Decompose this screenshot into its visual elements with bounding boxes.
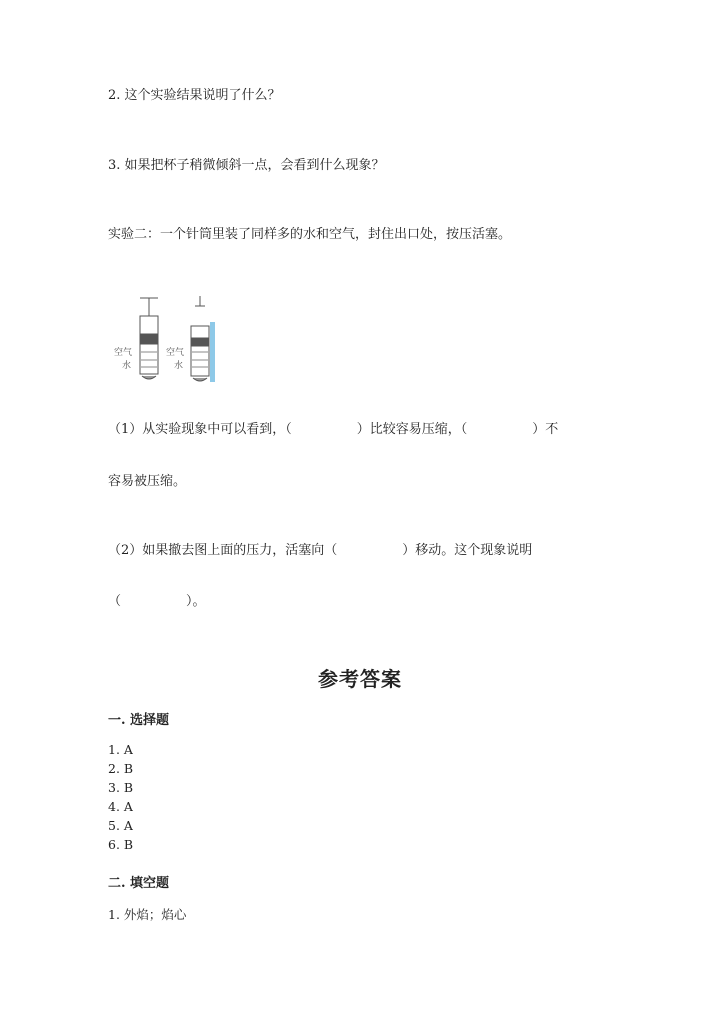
mc-answer: 1. A <box>108 742 133 757</box>
part-2-line-b: （ ）。 <box>108 594 206 609</box>
left-water-label: 水 <box>122 361 132 371</box>
right-syringe <box>191 296 215 382</box>
section-fill-in: 二. 填空题 <box>108 876 170 891</box>
mc-answer: 6. B <box>108 837 134 852</box>
question-3: 3. 如果把杯子稍微倾斜一点，会看到什么现象？ <box>108 158 385 173</box>
left-air-label: 空气 <box>114 348 133 358</box>
mc-answer: 3. B <box>108 780 134 795</box>
experiment-2-description: 实验二：一个针筒里装了同样多的水和空气，封住出口处，按压活塞。 <box>108 227 512 242</box>
mc-answer: 2. B <box>108 761 134 776</box>
right-air-label: 空气 <box>166 348 185 358</box>
part-1-line-b: 容易被压缩。 <box>108 474 187 489</box>
right-water-label: 水 <box>174 361 184 371</box>
mc-answer: 5. A <box>108 818 133 833</box>
fill-answer: 1. 外焰；焰心 <box>108 907 187 922</box>
left-syringe <box>140 298 158 379</box>
answer-key-title: 参考答案 <box>318 667 402 691</box>
part-2-line-a: （2）如果撤去图上面的压力，活塞向（ ）移动。这个现象说明 <box>108 543 533 558</box>
syringe-diagram <box>112 292 232 388</box>
section-multiple-choice: 一. 选择题 <box>108 713 170 728</box>
mc-answer: 4. A <box>108 799 133 814</box>
part-1-line-a: （1）从实验现象中可以看到，（ ）比较容易压缩，（ ）不 <box>108 422 559 437</box>
question-2: 2. 这个实验结果说明了什么？ <box>108 88 281 103</box>
